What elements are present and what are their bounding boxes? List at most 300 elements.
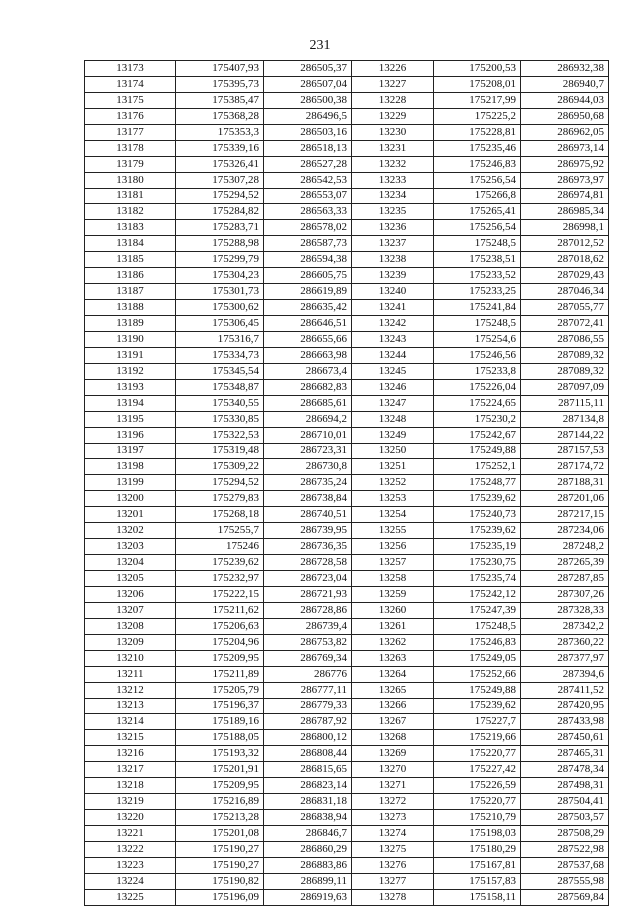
- table-row: [85, 873, 609, 889]
- cell-x-coordinate: 175157,83: [434, 873, 521, 889]
- cell-y-coordinate: 286800,12: [264, 730, 352, 746]
- cell-y-coordinate: 287018,62: [521, 252, 609, 268]
- cell-y-coordinate: 286605,75: [264, 268, 352, 284]
- cell-x-coordinate: 175407,93: [176, 61, 264, 77]
- cell-point-id: 13245: [352, 363, 434, 379]
- cell-x-coordinate: 175248,77: [434, 475, 521, 491]
- cell-y-coordinate: 287522,98: [521, 841, 609, 857]
- table-row: [85, 316, 609, 332]
- cell-point-id: 13189: [85, 316, 176, 332]
- cell-point-id: 13239: [352, 268, 434, 284]
- cell-x-coordinate: 175348,87: [176, 379, 264, 395]
- table-row: [85, 571, 609, 587]
- cell-point-id: 13277: [352, 873, 434, 889]
- table-row: [85, 698, 609, 714]
- cell-point-id: 13214: [85, 714, 176, 730]
- cell-point-id: 13229: [352, 108, 434, 124]
- cell-x-coordinate: 175196,37: [176, 698, 264, 714]
- table-row: [85, 331, 609, 347]
- cell-x-coordinate: 175224,65: [434, 395, 521, 411]
- cell-point-id: 13276: [352, 857, 434, 873]
- cell-x-coordinate: 175307,28: [176, 172, 264, 188]
- cell-x-coordinate: 175230,2: [434, 411, 521, 427]
- cell-x-coordinate: 175189,16: [176, 714, 264, 730]
- cell-x-coordinate: 175209,95: [176, 650, 264, 666]
- cell-point-id: 13270: [352, 762, 434, 778]
- cell-x-coordinate: 175249,05: [434, 650, 521, 666]
- cell-point-id: 13251: [352, 459, 434, 475]
- cell-point-id: 13199: [85, 475, 176, 491]
- cell-point-id: 13176: [85, 108, 176, 124]
- table-row: [85, 650, 609, 666]
- cell-y-coordinate: 286940,7: [521, 76, 609, 92]
- cell-point-id: 13233: [352, 172, 434, 188]
- cell-point-id: 13271: [352, 778, 434, 794]
- cell-point-id: 13187: [85, 284, 176, 300]
- cell-y-coordinate: 286838,94: [264, 810, 352, 826]
- cell-point-id: 13278: [352, 889, 434, 905]
- cell-point-id: 13249: [352, 427, 434, 443]
- cell-y-coordinate: 286777,11: [264, 682, 352, 698]
- cell-x-coordinate: 175219,66: [434, 730, 521, 746]
- cell-y-coordinate: 287307,26: [521, 586, 609, 602]
- table-row: [85, 363, 609, 379]
- cell-point-id: 13207: [85, 602, 176, 618]
- cell-x-coordinate: 175235,46: [434, 140, 521, 156]
- cell-point-id: 13230: [352, 124, 434, 140]
- table-row: [85, 108, 609, 124]
- cell-point-id: 13263: [352, 650, 434, 666]
- table-row: [85, 634, 609, 650]
- cell-y-coordinate: 287360,22: [521, 634, 609, 650]
- table-row: [85, 252, 609, 268]
- cell-x-coordinate: 175248,5: [434, 316, 521, 332]
- table-row: [85, 300, 609, 316]
- cell-point-id: 13235: [352, 204, 434, 220]
- cell-x-coordinate: 175220,77: [434, 746, 521, 762]
- table-row: [85, 395, 609, 411]
- cell-point-id: 13205: [85, 571, 176, 587]
- cell-y-coordinate: 287055,77: [521, 300, 609, 316]
- table-row: [85, 730, 609, 746]
- cell-x-coordinate: 175233,25: [434, 284, 521, 300]
- cell-y-coordinate: 286860,29: [264, 841, 352, 857]
- cell-y-coordinate: 286776: [264, 666, 352, 682]
- table-row: [85, 682, 609, 698]
- table-row: [85, 889, 609, 905]
- cell-point-id: 13181: [85, 188, 176, 204]
- cell-x-coordinate: 175266,8: [434, 188, 521, 204]
- cell-x-coordinate: 175284,82: [176, 204, 264, 220]
- cell-x-coordinate: 175208,01: [434, 76, 521, 92]
- cell-x-coordinate: 175239,62: [434, 698, 521, 714]
- cell-point-id: 13237: [352, 236, 434, 252]
- cell-x-coordinate: 175233,8: [434, 363, 521, 379]
- cell-point-id: 13264: [352, 666, 434, 682]
- cell-point-id: 13180: [85, 172, 176, 188]
- cell-point-id: 13255: [352, 523, 434, 539]
- cell-x-coordinate: 175249,88: [434, 682, 521, 698]
- cell-point-id: 13226: [352, 61, 434, 77]
- table-row: [85, 491, 609, 507]
- cell-point-id: 13216: [85, 746, 176, 762]
- cell-point-id: 13182: [85, 204, 176, 220]
- cell-point-id: 13190: [85, 331, 176, 347]
- cell-x-coordinate: 175254,6: [434, 331, 521, 347]
- cell-point-id: 13267: [352, 714, 434, 730]
- cell-y-coordinate: 286500,38: [264, 92, 352, 108]
- cell-point-id: 13175: [85, 92, 176, 108]
- cell-y-coordinate: 286944,03: [521, 92, 609, 108]
- table-row: [85, 586, 609, 602]
- coordinates-table: [84, 60, 609, 906]
- table-row: [85, 236, 609, 252]
- cell-point-id: 13202: [85, 523, 176, 539]
- cell-y-coordinate: 286985,34: [521, 204, 609, 220]
- cell-point-id: 13224: [85, 873, 176, 889]
- cell-y-coordinate: 287555,98: [521, 873, 609, 889]
- cell-x-coordinate: 175345,54: [176, 363, 264, 379]
- cell-y-coordinate: 286808,44: [264, 746, 352, 762]
- cell-x-coordinate: 175322,53: [176, 427, 264, 443]
- cell-point-id: 13200: [85, 491, 176, 507]
- table-row: [85, 507, 609, 523]
- cell-x-coordinate: 175158,11: [434, 889, 521, 905]
- cell-point-id: 13206: [85, 586, 176, 602]
- cell-y-coordinate: 286919,63: [264, 889, 352, 905]
- cell-point-id: 13183: [85, 220, 176, 236]
- cell-y-coordinate: 287089,32: [521, 347, 609, 363]
- cell-y-coordinate: 286883,86: [264, 857, 352, 873]
- cell-y-coordinate: 287097,09: [521, 379, 609, 395]
- cell-x-coordinate: 175316,7: [176, 331, 264, 347]
- cell-point-id: 13242: [352, 316, 434, 332]
- cell-point-id: 13215: [85, 730, 176, 746]
- cell-y-coordinate: 286685,61: [264, 395, 352, 411]
- table-row: [85, 204, 609, 220]
- table-row: [85, 762, 609, 778]
- cell-point-id: 13248: [352, 411, 434, 427]
- cell-point-id: 13178: [85, 140, 176, 156]
- cell-point-id: 13274: [352, 826, 434, 842]
- cell-y-coordinate: 286682,83: [264, 379, 352, 395]
- cell-x-coordinate: 175300,62: [176, 300, 264, 316]
- cell-point-id: 13198: [85, 459, 176, 475]
- cell-point-id: 13174: [85, 76, 176, 92]
- cell-x-coordinate: 175301,73: [176, 284, 264, 300]
- table-row: [85, 140, 609, 156]
- cell-point-id: 13186: [85, 268, 176, 284]
- cell-y-coordinate: 286728,58: [264, 555, 352, 571]
- cell-point-id: 13222: [85, 841, 176, 857]
- cell-x-coordinate: 175225,2: [434, 108, 521, 124]
- cell-point-id: 13273: [352, 810, 434, 826]
- cell-y-coordinate: 287411,52: [521, 682, 609, 698]
- cell-x-coordinate: 175233,52: [434, 268, 521, 284]
- cell-x-coordinate: 175294,52: [176, 475, 264, 491]
- cell-x-coordinate: 175190,27: [176, 857, 264, 873]
- cell-x-coordinate: 175201,08: [176, 826, 264, 842]
- cell-point-id: 13243: [352, 331, 434, 347]
- table-row: [85, 778, 609, 794]
- cell-point-id: 13184: [85, 236, 176, 252]
- cell-y-coordinate: 286730,8: [264, 459, 352, 475]
- cell-y-coordinate: 287188,31: [521, 475, 609, 491]
- cell-y-coordinate: 286753,82: [264, 634, 352, 650]
- cell-x-coordinate: 175256,54: [434, 172, 521, 188]
- cell-x-coordinate: 175216,89: [176, 794, 264, 810]
- cell-x-coordinate: 175206,63: [176, 618, 264, 634]
- cell-point-id: 13223: [85, 857, 176, 873]
- cell-point-id: 13244: [352, 347, 434, 363]
- cell-x-coordinate: 175279,83: [176, 491, 264, 507]
- cell-y-coordinate: 286973,14: [521, 140, 609, 156]
- table-row: [85, 284, 609, 300]
- cell-y-coordinate: 287433,98: [521, 714, 609, 730]
- cell-point-id: 13188: [85, 300, 176, 316]
- cell-point-id: 13218: [85, 778, 176, 794]
- cell-point-id: 13221: [85, 826, 176, 842]
- cell-y-coordinate: 287089,32: [521, 363, 609, 379]
- cell-y-coordinate: 287144,22: [521, 427, 609, 443]
- cell-point-id: 13272: [352, 794, 434, 810]
- table-row: [85, 602, 609, 618]
- cell-x-coordinate: 175240,73: [434, 507, 521, 523]
- cell-y-coordinate: 286779,33: [264, 698, 352, 714]
- cell-x-coordinate: 175247,39: [434, 602, 521, 618]
- cell-y-coordinate: 287086,55: [521, 331, 609, 347]
- cell-x-coordinate: 175226,59: [434, 778, 521, 794]
- table-row: [85, 746, 609, 762]
- cell-point-id: 13213: [85, 698, 176, 714]
- cell-x-coordinate: 175249,88: [434, 443, 521, 459]
- cell-x-coordinate: 175205,79: [176, 682, 264, 698]
- cell-y-coordinate: 287508,29: [521, 826, 609, 842]
- cell-point-id: 13177: [85, 124, 176, 140]
- cell-point-id: 13179: [85, 156, 176, 172]
- cell-point-id: 13173: [85, 61, 176, 77]
- cell-point-id: 13250: [352, 443, 434, 459]
- cell-y-coordinate: 286973,97: [521, 172, 609, 188]
- cell-point-id: 13246: [352, 379, 434, 395]
- table-row: [85, 427, 609, 443]
- table-row: [85, 411, 609, 427]
- cell-x-coordinate: 175227,42: [434, 762, 521, 778]
- cell-y-coordinate: 286507,04: [264, 76, 352, 92]
- cell-point-id: 13231: [352, 140, 434, 156]
- cell-x-coordinate: 175248,5: [434, 618, 521, 634]
- cell-y-coordinate: 287287,85: [521, 571, 609, 587]
- cell-y-coordinate: 286694,2: [264, 411, 352, 427]
- table-row: [85, 810, 609, 826]
- cell-y-coordinate: 286738,84: [264, 491, 352, 507]
- cell-x-coordinate: 175235,19: [434, 539, 521, 555]
- cell-point-id: 13228: [352, 92, 434, 108]
- cell-x-coordinate: 175334,73: [176, 347, 264, 363]
- cell-point-id: 13208: [85, 618, 176, 634]
- cell-point-id: 13225: [85, 889, 176, 905]
- cell-point-id: 13240: [352, 284, 434, 300]
- cell-x-coordinate: 175246,83: [434, 156, 521, 172]
- table-row: [85, 188, 609, 204]
- cell-y-coordinate: 286831,18: [264, 794, 352, 810]
- cell-x-coordinate: 175319,48: [176, 443, 264, 459]
- cell-y-coordinate: 286815,65: [264, 762, 352, 778]
- cell-point-id: 13192: [85, 363, 176, 379]
- cell-x-coordinate: 175227,7: [434, 714, 521, 730]
- cell-x-coordinate: 175238,51: [434, 252, 521, 268]
- table-row: [85, 156, 609, 172]
- table-row: [85, 841, 609, 857]
- cell-y-coordinate: 287234,06: [521, 523, 609, 539]
- cell-y-coordinate: 286710,01: [264, 427, 352, 443]
- cell-x-coordinate: 175226,04: [434, 379, 521, 395]
- cell-x-coordinate: 175193,32: [176, 746, 264, 762]
- cell-point-id: 13194: [85, 395, 176, 411]
- cell-y-coordinate: 287072,41: [521, 316, 609, 332]
- cell-x-coordinate: 175246,56: [434, 347, 521, 363]
- cell-y-coordinate: 286635,42: [264, 300, 352, 316]
- coordinates-table-body: [85, 61, 609, 906]
- cell-x-coordinate: 175248,5: [434, 236, 521, 252]
- table-row: [85, 618, 609, 634]
- cell-y-coordinate: 286723,31: [264, 443, 352, 459]
- cell-x-coordinate: 175242,67: [434, 427, 521, 443]
- table-row: [85, 475, 609, 491]
- cell-x-coordinate: 175306,45: [176, 316, 264, 332]
- cell-point-id: 13197: [85, 443, 176, 459]
- cell-y-coordinate: 287342,2: [521, 618, 609, 634]
- cell-x-coordinate: 175204,96: [176, 634, 264, 650]
- cell-point-id: 13265: [352, 682, 434, 698]
- cell-y-coordinate: 286619,89: [264, 284, 352, 300]
- cell-y-coordinate: 287157,53: [521, 443, 609, 459]
- cell-y-coordinate: 286496,5: [264, 108, 352, 124]
- cell-y-coordinate: 287115,11: [521, 395, 609, 411]
- cell-point-id: 13220: [85, 810, 176, 826]
- cell-y-coordinate: 286950,68: [521, 108, 609, 124]
- cell-x-coordinate: 175268,18: [176, 507, 264, 523]
- cell-x-coordinate: 175198,03: [434, 826, 521, 842]
- cell-point-id: 13256: [352, 539, 434, 555]
- cell-x-coordinate: 175211,62: [176, 602, 264, 618]
- cell-x-coordinate: 175395,73: [176, 76, 264, 92]
- cell-y-coordinate: 286594,38: [264, 252, 352, 268]
- cell-x-coordinate: 175201,91: [176, 762, 264, 778]
- cell-x-coordinate: 175209,95: [176, 778, 264, 794]
- cell-y-coordinate: 286646,51: [264, 316, 352, 332]
- cell-x-coordinate: 175217,99: [434, 92, 521, 108]
- cell-point-id: 13261: [352, 618, 434, 634]
- cell-point-id: 13201: [85, 507, 176, 523]
- cell-y-coordinate: 287498,31: [521, 778, 609, 794]
- cell-point-id: 13219: [85, 794, 176, 810]
- table-row: [85, 347, 609, 363]
- cell-x-coordinate: 175353,3: [176, 124, 264, 140]
- cell-point-id: 13254: [352, 507, 434, 523]
- cell-y-coordinate: 286736,35: [264, 539, 352, 555]
- table-row: [85, 124, 609, 140]
- cell-x-coordinate: 175222,15: [176, 586, 264, 602]
- cell-y-coordinate: 287569,84: [521, 889, 609, 905]
- cell-y-coordinate: 287537,68: [521, 857, 609, 873]
- cell-point-id: 13210: [85, 650, 176, 666]
- cell-y-coordinate: 286998,1: [521, 220, 609, 236]
- table-row: [85, 714, 609, 730]
- cell-point-id: 13259: [352, 586, 434, 602]
- cell-y-coordinate: 287478,34: [521, 762, 609, 778]
- cell-point-id: 13266: [352, 698, 434, 714]
- cell-x-coordinate: 175211,89: [176, 666, 264, 682]
- cell-point-id: 13260: [352, 602, 434, 618]
- cell-x-coordinate: 175326,41: [176, 156, 264, 172]
- cell-y-coordinate: 286974,81: [521, 188, 609, 204]
- cell-y-coordinate: 286723,04: [264, 571, 352, 587]
- cell-y-coordinate: 286846,7: [264, 826, 352, 842]
- cell-point-id: 13247: [352, 395, 434, 411]
- cell-y-coordinate: 286505,37: [264, 61, 352, 77]
- cell-x-coordinate: 175242,12: [434, 586, 521, 602]
- cell-point-id: 13212: [85, 682, 176, 698]
- cell-y-coordinate: 286740,51: [264, 507, 352, 523]
- cell-x-coordinate: 175220,77: [434, 794, 521, 810]
- cell-y-coordinate: 287394,6: [521, 666, 609, 682]
- cell-x-coordinate: 175239,62: [434, 523, 521, 539]
- table-row: [85, 555, 609, 571]
- cell-y-coordinate: 286503,16: [264, 124, 352, 140]
- cell-x-coordinate: 175180,29: [434, 841, 521, 857]
- cell-y-coordinate: 287029,43: [521, 268, 609, 284]
- cell-x-coordinate: 175294,52: [176, 188, 264, 204]
- cell-point-id: 13209: [85, 634, 176, 650]
- cell-y-coordinate: 287012,52: [521, 236, 609, 252]
- cell-point-id: 13241: [352, 300, 434, 316]
- cell-x-coordinate: 175256,54: [434, 220, 521, 236]
- cell-y-coordinate: 287174,72: [521, 459, 609, 475]
- cell-point-id: 13257: [352, 555, 434, 571]
- cell-x-coordinate: 175190,27: [176, 841, 264, 857]
- cell-y-coordinate: 286663,98: [264, 347, 352, 363]
- cell-y-coordinate: 286739,95: [264, 523, 352, 539]
- cell-point-id: 13253: [352, 491, 434, 507]
- table-row: [85, 61, 609, 77]
- cell-y-coordinate: 286542,53: [264, 172, 352, 188]
- cell-point-id: 13275: [352, 841, 434, 857]
- cell-x-coordinate: 175339,16: [176, 140, 264, 156]
- cell-x-coordinate: 175200,53: [434, 61, 521, 77]
- cell-y-coordinate: 287328,33: [521, 602, 609, 618]
- cell-y-coordinate: 287504,41: [521, 794, 609, 810]
- cell-x-coordinate: 175246: [176, 539, 264, 555]
- cell-x-coordinate: 175246,83: [434, 634, 521, 650]
- cell-x-coordinate: 175230,75: [434, 555, 521, 571]
- page-number: 231: [309, 38, 331, 53]
- cell-x-coordinate: 175232,97: [176, 571, 264, 587]
- cell-y-coordinate: 286518,13: [264, 140, 352, 156]
- cell-y-coordinate: 287377,97: [521, 650, 609, 666]
- cell-x-coordinate: 175241,84: [434, 300, 521, 316]
- cell-x-coordinate: 175340,55: [176, 395, 264, 411]
- cell-x-coordinate: 175190,82: [176, 873, 264, 889]
- cell-y-coordinate: 286899,11: [264, 873, 352, 889]
- cell-y-coordinate: 287217,15: [521, 507, 609, 523]
- cell-y-coordinate: 286932,38: [521, 61, 609, 77]
- cell-point-id: 13268: [352, 730, 434, 746]
- cell-y-coordinate: 286673,4: [264, 363, 352, 379]
- cell-point-id: 13269: [352, 746, 434, 762]
- cell-y-coordinate: 287046,34: [521, 284, 609, 300]
- cell-y-coordinate: 287201,06: [521, 491, 609, 507]
